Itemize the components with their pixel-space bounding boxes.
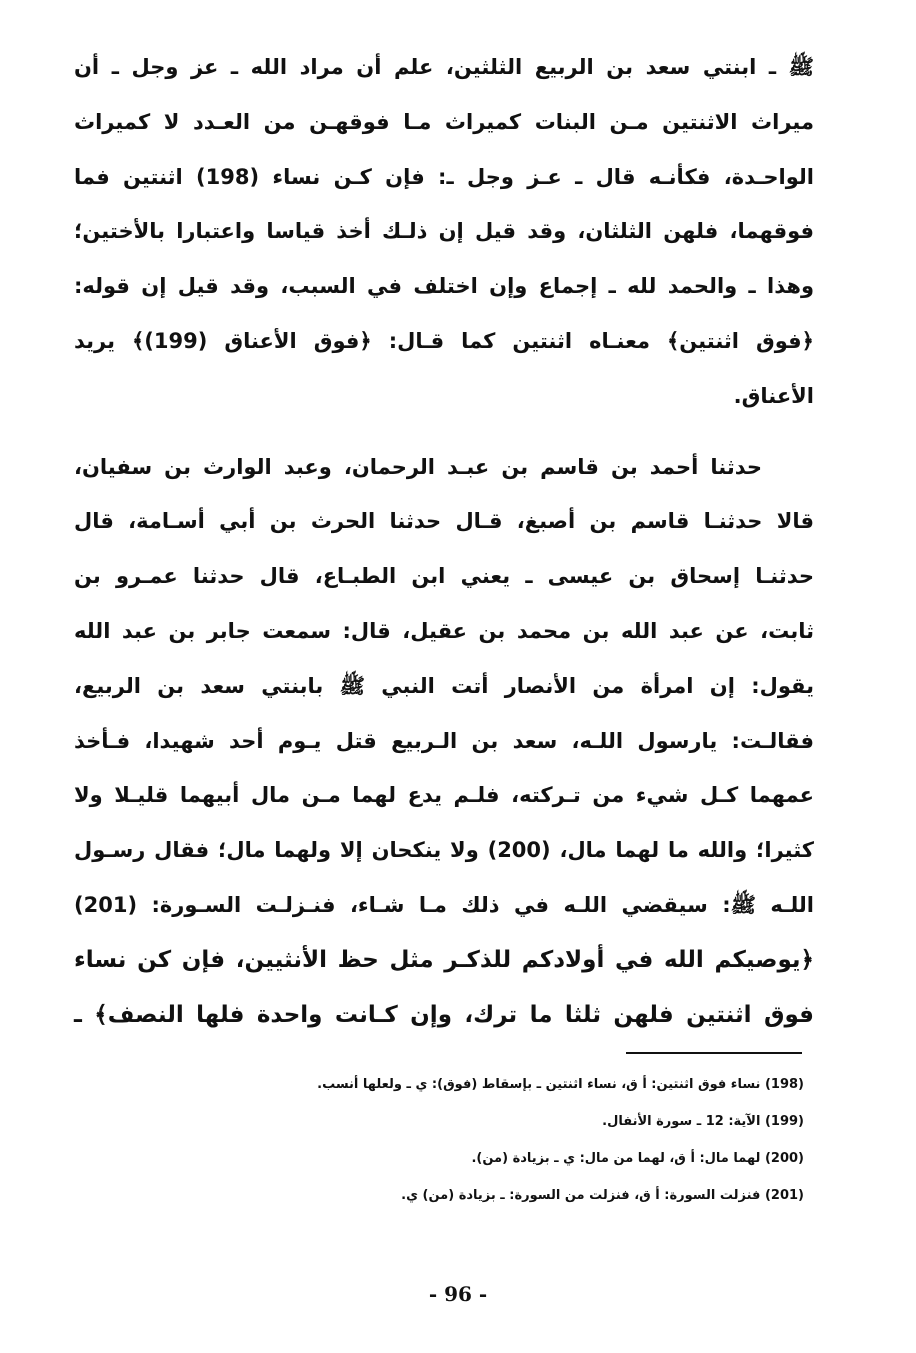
main-text [74, 40, 814, 1042]
footnote-200: (200) لهما مال: أ ق، لهما من مال: ي ـ بزيادة (من). [471, 1151, 804, 1166]
text-line: اللـه ﷺ: سيقضي اللـه في ذلك مـا شـاء، فنـزلـت السـورة: (201) [74, 892, 814, 917]
paragraph-1 [74, 40, 814, 424]
text-line: ﷺ ـ ابنتي سعد بن الربيع الثلثين، علم أن مراد الله ـ عز وجل ـ أن [74, 55, 814, 79]
text-line: حدثنا أحمد بن قاسم بن عبـد الرحمان، وعبد الوارث بن سفيان، [74, 454, 762, 479]
text-line: فوقهما، فلهن الثلثان، وقد قيل إن ذلـك أخذ قياسا واعتبارا بالأختين؛ [74, 219, 814, 244]
page-number: - 96 - [428, 1282, 488, 1306]
quran-verse-line: ﴿يوصيكم الله في أولادكم للذكـر مثل حظ الأنثيين، فإن كن نساء [74, 946, 814, 973]
quran-verse-line: فوق اثنتين فلهن ثلثا ما ترك، وإن كـانت واحدة فلها النصف﴾ ـ [74, 1001, 814, 1028]
footnotes [204, 1066, 804, 1214]
text-line: حدثنـا إسحاق بن عيسى ـ يعني ابن الطبـاع، قال حدثنا عمـرو بن [74, 564, 814, 589]
text-line: ﴿فوق اثنتين﴾ معنـاه اثنتين كما قـال: ﴿فوق الأعناق (199)﴾ يريد [74, 328, 814, 353]
footnote-199: (199) الآية: 12 ـ سورة الأنفال. [602, 1114, 804, 1129]
paragraph-gap [74, 424, 814, 440]
text-line: عمهما كـل شيء من تـركته، فلـم يدع لهما مـن مال أبيهما قليـلا ولا [74, 783, 814, 808]
footnote-divider [626, 1052, 802, 1054]
text-line: ثابت، عن عبد الله بن محمد بن عقيل، قال: سمعت جابر بن عبد الله [74, 618, 814, 643]
paragraph-2 [74, 440, 814, 1043]
text-line: كثيرا؛ والله ما لهما مال، (200) ولا ينكحان إلا ولهما مال؛ فقال رسـول [74, 838, 814, 863]
text-line: ميراث الاثنتين مـن البنات كميراث مـا فوقهـن من العـدد لا كميراث [74, 109, 814, 134]
footnote-198: (198) نساء فوق اثنتين: أ ق، نساء اثنتين ـ بإسقاط (فوق): ي ـ ولعلها أنسب. [317, 1077, 804, 1092]
text-line: الأعناق. [733, 383, 814, 408]
text-line: الواحـدة، فكأنـه قال ـ عـز وجل ـ: فإن كـن نساء (198) اثنتين فما [74, 164, 814, 189]
text-line: فقالـت: يارسول اللـه، سعد بن الـربيع قتل يـوم أحد شهيدا، فـأخذ [74, 728, 814, 753]
text-line: يقول: إن امرأة من الأنصار أتت النبي ﷺ بابنتي سعد بن الربيع، [74, 673, 814, 698]
text-line: قالا حدثنـا قاسم بن أصبغ، قـال حدثنا الحرث بن أبي أسـامة، قال [74, 509, 814, 534]
footnote-201: (201) فنزلت السورة: أ ق، فنزلت من السورة: ـ بزيادة (من) ي. [401, 1188, 804, 1203]
text-line: وهذا ـ والحمد لله ـ إجماع وإن اختلف في السبب، وقد قيل إن قوله: [74, 274, 814, 299]
